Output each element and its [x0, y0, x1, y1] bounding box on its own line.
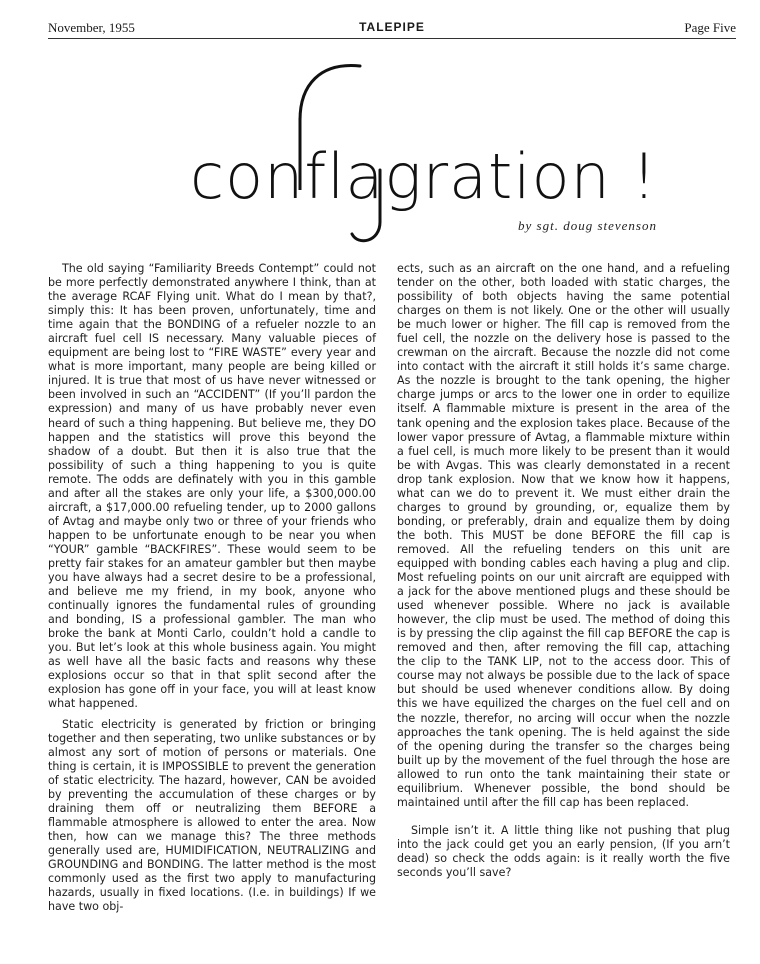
page-header	[48, 20, 736, 39]
issue-date: November, 1955	[48, 20, 135, 35]
paragraph: Static electricity is generated by friction or bringing together and then seperating, two unlike substances or by almost any sort of motion of persons or materials. One thing is certain, it is IMPOSSIBLE to prevent the generation of static electricity. The hazard, however, CAN be avoided by preventing the accumulation of these charges or by draining them off or neutralizing them BEFORE a flammable atmosphere is allowed to enter the area. Now then, how can we manage this? The three methods generally used are, HUMIDIFICATION, NEUTRALIZING and GROUNDING and BONDING. The latter method is the most commonly used as the first two apply to manufacturing hazards, usually in fixed locations. (I.e. in buildings) If we have two obj-	[48, 717, 376, 914]
paragraph: The old saying “Familiarity Breeds Contempt” could not be more perfectly demonstrated anywhere I think, than at the average RCAF Flying unit. What do I mean by that?, simply this: It has been proven, unfortunately, time and time again that the BONDING of a refueler nozzle to an aircraft fuel cell IS necessary. Many valuable pieces of equipment are being lost to “FIRE WASTE” every year and what is more important, many people are being killed or injured. It is true that most of us have never witnessed or been involved in such an “ACCIDENT” (If you’ll pardon the expression) and many of us have probably never even heard of such a thing happening. But believe me, they DO happen and the statistics will prove this beyond the shadow of a doubt. But then it is also true that the possibility of such a thing happening to you is quite remote. The odds are definately with you in this gamble and after all the stakes are only your life, a $300,000.00 aircraft, a $17,000.00 refueling tender, up to 2000 gallons of Avtag and maybe only two or three of your friends who happen to be unfortunate enough to be near you when “YOUR” gamble “BACKFIRES”. These would seem to be pretty fair stakes for an amateur gambler but then maybe you have always had a secret desire to be a professional, and believe me my friend, in my book, anyone who continually ignores the fundamental rules of grounding and bonding, IS a professional gambler. The man who broke the bank at Monti Carlo, couldn’t hold a candle to you. But let’s look at this whole business again. You might as well have all the basic facts and reasons why these explosions occur so that in that split second after the explosion has gone off in your face, you will at least know what happened.	[48, 262, 376, 711]
publication-name: TALEPIPE	[359, 20, 425, 34]
byline: by sgt. doug stevenson	[518, 218, 657, 233]
article-title: conflagration !	[190, 140, 658, 213]
paragraph: ects, such as an aircraft on the one hand, and a refueling tender on the other, both loaded with static charges, the possibility of both objects having the same potential charges on them is not likely. One or the other will usually be much lower or higher. The fill cap is removed from the fuel cell, the nozzle on the delivery hose is passed to the crewman on the aircraft. Because the nozzle did not come into contact with the aircraft it still holds it’s same charge. As the nozzle is brought to the tank opening, the higher charge jumps or arcs to the lower one in order to equilize itself. A flammable mixture is present in the area of the tank opening and the explosion takes place. Because of the lower vapor pressure of Avtag, a flammable mixture within a fuel cell, is much more likely to be present than it would be with Avgas. This was clearly demonstated in a recent drop tank explosion. Now that we know how it happens, what can we do to prevent it. We must either drain the charges to ground by grounding, or, equalize them by bonding, or preferably, drain and equalize them by doing the both. This MUST be done BEFORE the fill cap is removed. All the refueling tenders on this unit are equipped with bonding cables each having a plug and clip. Most refueling points on our unit aircraft are equipped with a jack for the above mentioned plugs and these should be used whenever possible. Where no jack is available however, the clip must be used. The method of doing this is by pressing the clip against the fill cap BEFORE the cap is removed and then, after removing the fill cap, attaching the clip to the TANK LIP, not to the access door. This of course may not always be possible due to the lack of space but should be used whenever conditions allow. By doing this we have equilized the charges on the fuel cell and on the nozzle, therefor, no arcing will occur when the nozzle approaches the tank opening. The is held against the side of the opening during the transfer so the charges being built up by the movement of the fuel through the hose are allowed to run onto the tank maintaining their state or equilibrium. Whenever possible, the bond should be maintained until after the fill cap has been replaced.	[397, 262, 730, 809]
paragraph: Simple isn’t it. A little thing like not pushing that plug into the jack could get you an early pension, (If you arn’t dead) so check the odds again: is it really worth the five seconds you’ll save?	[397, 823, 730, 879]
page-number: Page Five	[684, 20, 736, 35]
right-column	[397, 262, 730, 886]
left-column	[48, 262, 376, 920]
